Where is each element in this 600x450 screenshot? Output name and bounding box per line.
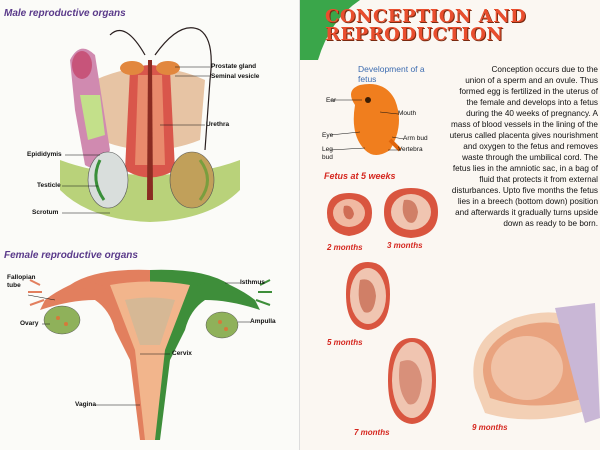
embryo-5-months xyxy=(340,258,395,333)
title-line-2: REPRODUCTION xyxy=(325,24,504,45)
label-arm-bud: Arm bud xyxy=(403,135,428,142)
embryo-2-months xyxy=(322,188,377,238)
caption-fetus-5-weeks: Fetus at 5 weeks xyxy=(324,171,396,181)
label-ear: Ear xyxy=(326,97,337,104)
male-section-title: Male reproductive organs xyxy=(4,8,126,19)
label-mouth: Mouth xyxy=(398,110,417,117)
label-isthmus: Isthmus xyxy=(240,279,265,286)
embryo-7-months xyxy=(382,332,442,427)
label-seminal-vesicle: Seminal vesicle xyxy=(211,73,260,80)
body-text xyxy=(448,64,598,229)
body-paragraph: Conception occurs due to the union of a sperm and an ovule. Thus formed egg is fertilized in the uterus of the female and develops into a fetus during the 40 weeks of pregnancy. A mass of blood vessels in the lining of the uterus called placenta gives nourishment and oxygen to the fetus and removes waste through the umbilical cord. The fetus lies in the amniotic sac, in a bag of fluid that protects it from external disturbances. Upto five months the fetus lies in a breech (bottom down) position and afterwards it gradually turns upside down as ready to be born. xyxy=(449,65,598,228)
title-line-1: CONCEPTION AND xyxy=(325,6,527,27)
fetus-5-weeks-illustration xyxy=(300,0,450,200)
label-testicle: Testicle xyxy=(37,182,61,189)
caption-5-months: 5 months xyxy=(327,338,363,347)
label-prostate-gland: Prostate gland xyxy=(211,63,257,70)
label-vertebra: Vertebra xyxy=(398,146,423,153)
label-ovary: Ovary xyxy=(20,320,39,327)
caption-3-months: 3 months xyxy=(387,241,423,250)
label-scrotum: Scrotum xyxy=(32,209,59,216)
label-ampulla: Ampulla xyxy=(250,318,276,325)
development-label: Development of a fetus xyxy=(358,64,425,84)
label-eye: Eye xyxy=(322,132,334,139)
caption-2-months: 2 months xyxy=(327,243,363,252)
label-leg-bud: Leg bud xyxy=(322,146,333,161)
female-section-title: Female reproductive organs xyxy=(4,250,138,261)
caption-9-months: 9 months xyxy=(472,423,508,432)
label-fallopian-tube: Fallopian tube xyxy=(7,274,36,289)
label-urethra: Urethra xyxy=(206,121,230,128)
embryo-3-months xyxy=(380,184,442,240)
label-vagina: Vagina xyxy=(75,401,96,408)
embryo-9-months xyxy=(455,298,600,428)
label-epididymis: Epididymis xyxy=(27,151,62,158)
label-cervix: Cervix xyxy=(172,350,192,357)
caption-7-months: 7 months xyxy=(354,428,390,437)
